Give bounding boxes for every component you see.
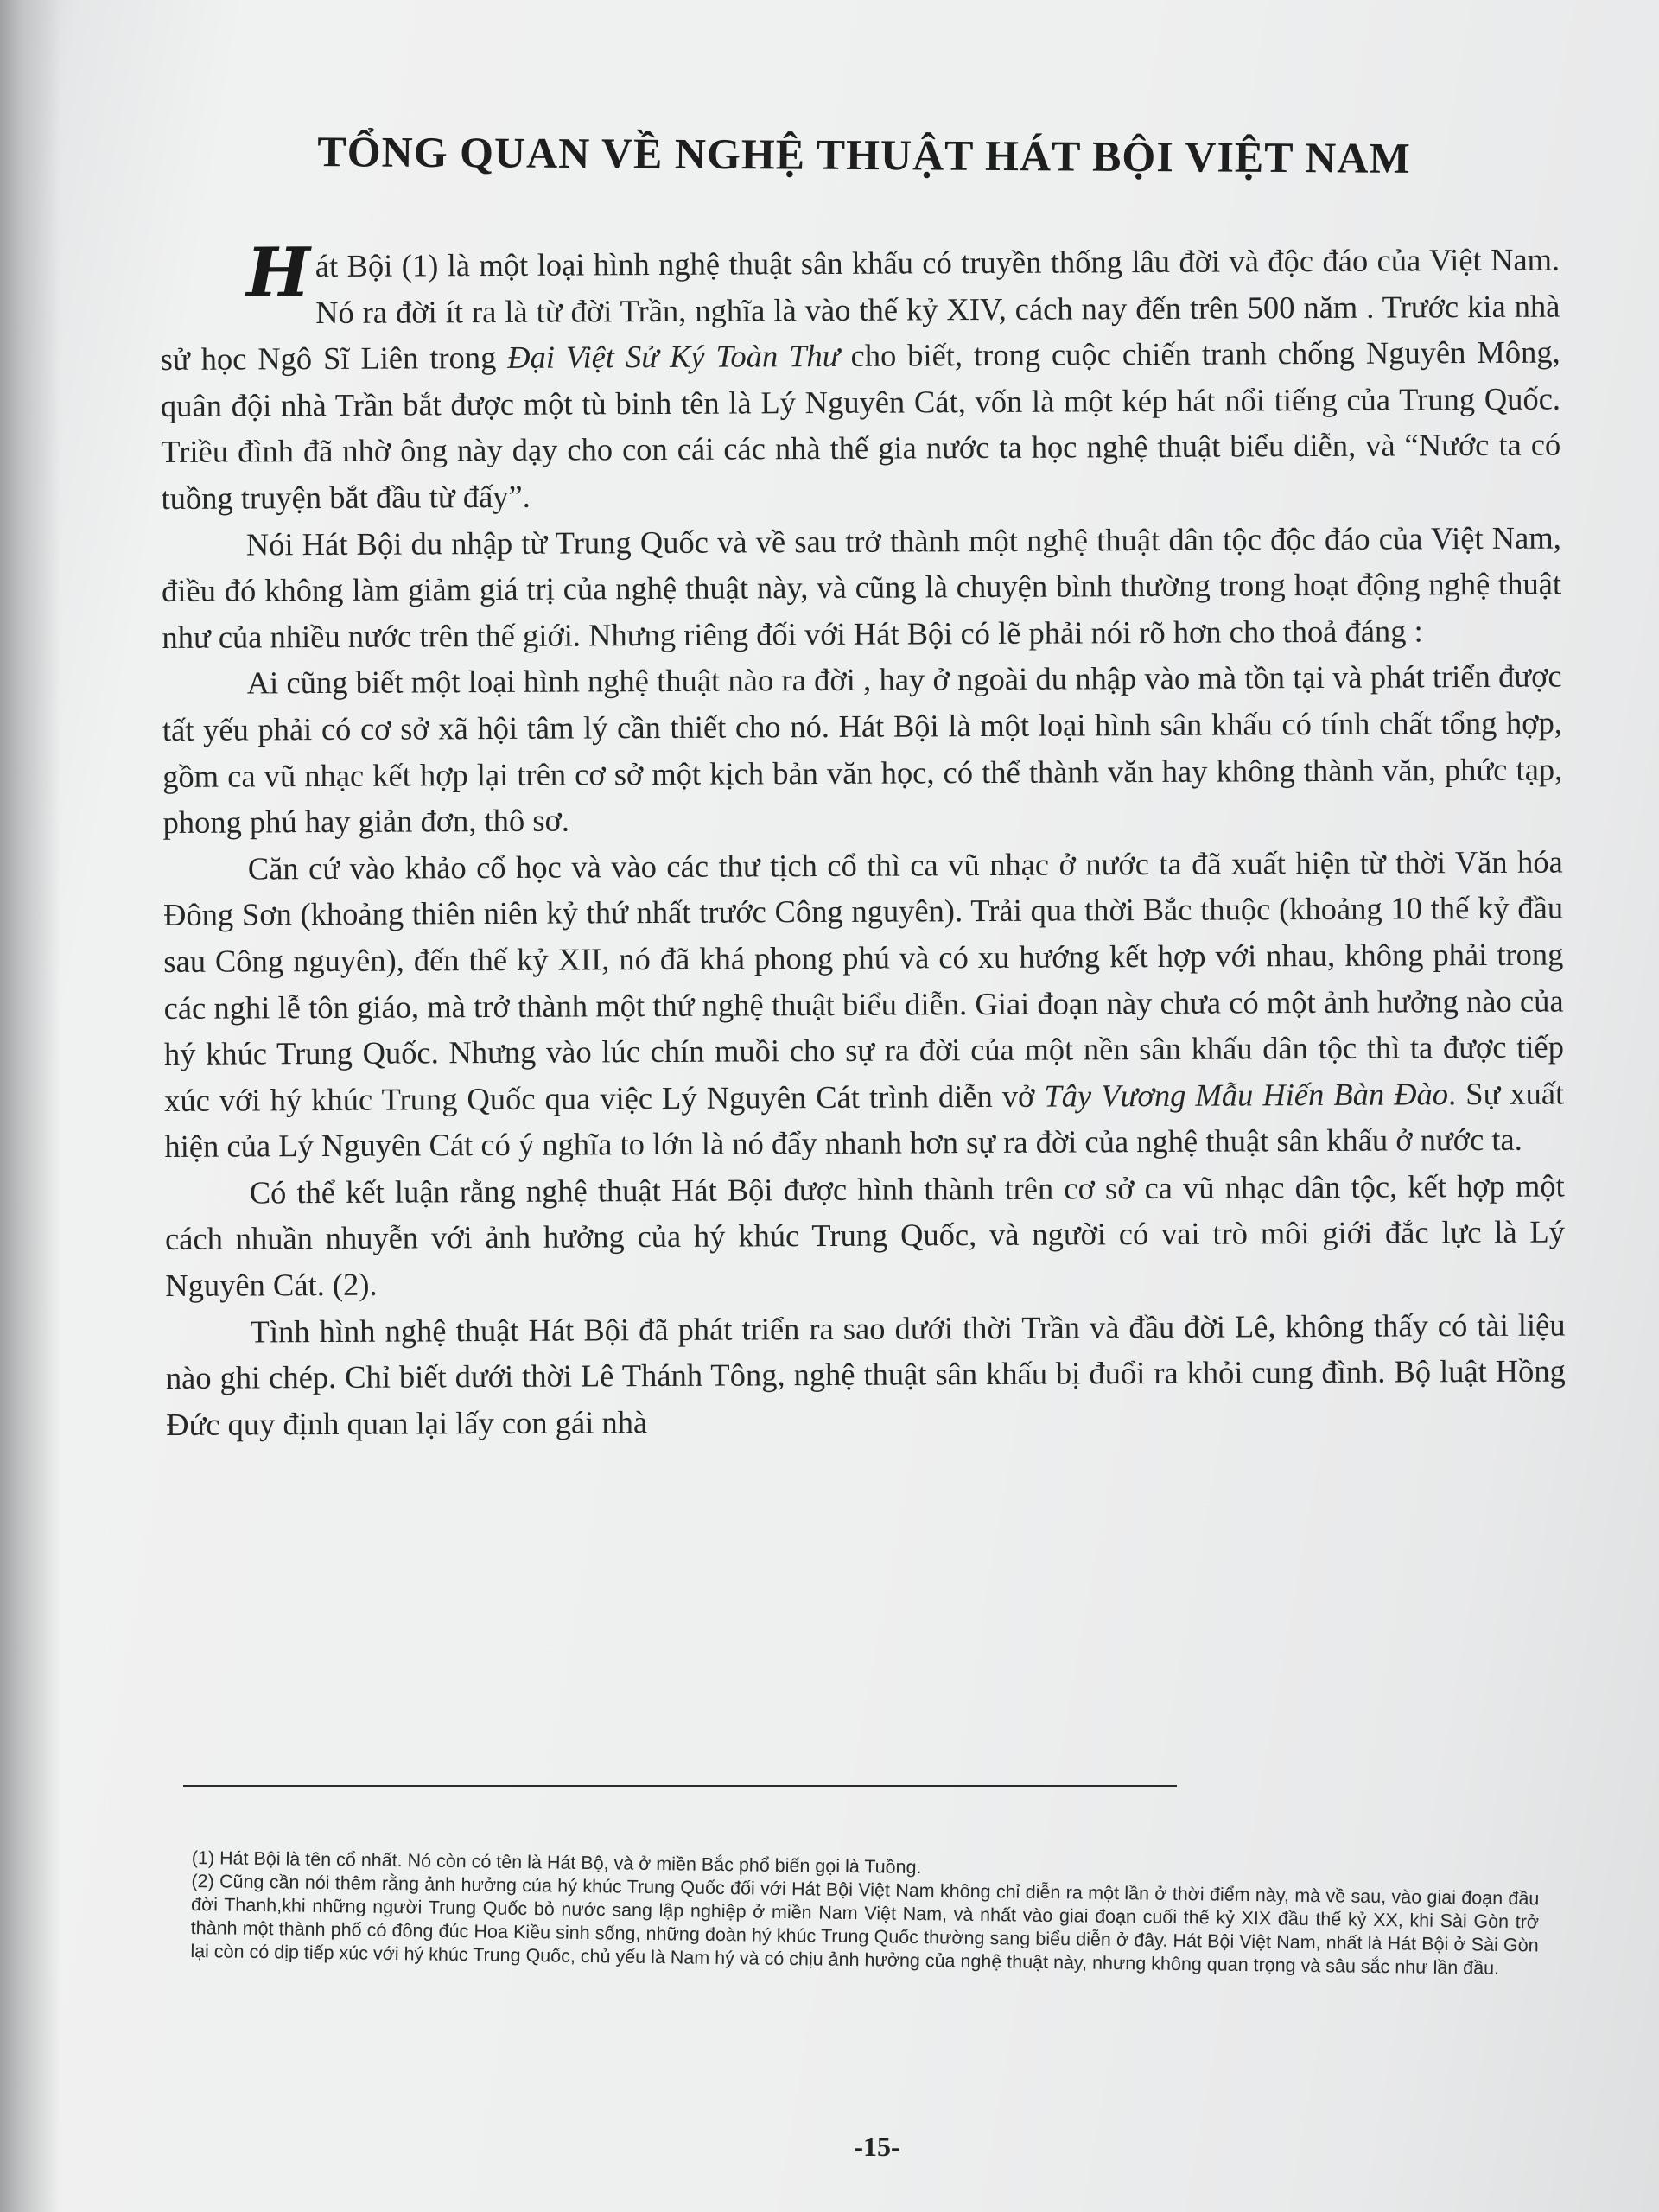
paragraph-1 (160, 233, 1561, 522)
paragraph-4 (163, 838, 1565, 1170)
paragraph-4-text-a: Căn cứ vào khảo cổ học và vào các thư tịch cổ thì ca vũ nhạc ở nước ta đã xuất hiện từ thời Văn hóa Đông Sơn (khoảng thiên niên kỷ thứ nhất trước Công nguyên). Trải qua thời Bắc thuộc (khoảng 10 thế kỷ đầu sau Công nguyên), đến thế kỷ XII, nó đã khá phong phú và có xu hướng kết hợp với nhau, không phải trong các nghi lễ tôn giáo, mà trở thành một thứ nghệ thuật biểu diễn. Giai đoạn này chưa có một ảnh hưởng nào của hý khúc Trung Quốc. Nhưng vào lúc chín muồi cho sự ra đời của một nền sân khấu dân tộc thì ta được tiếp xúc với hý khúc Trung Quốc qua việc Lý Nguyên Cát trình diễn vở (162, 843, 1564, 1118)
paragraph-4-text-b: . Sự xuất hiện của Lý Nguyên Cát có ý nghĩa to lớn là nó đẩy nhanh hơn sự ra đời của nghệ thuật sân khấu ở nước ta. (164, 1075, 1565, 1165)
play-title: Tây Vương Mẫu Hiến Bàn Đào (1044, 1075, 1449, 1114)
binding-shadow (0, 0, 60, 2212)
body-text (160, 233, 1566, 1448)
page-title: TỔNG QUAN VỀ NGHỆ THUẬT HÁT BỘI VIỆT NAM (317, 127, 1411, 182)
paragraph-3: Ai cũng biết một loại hình nghệ thuật nào ra đời , hay ở ngoài du nhập vào mà tồn tại và phát triển được tất yếu phải có cơ sở xã hội tâm lý cần thiết cho nó. Hát Bội là một loại hình sân khấu có tính chất tổng hợp, gồm ca vũ nhạc kết hợp lại trên cơ sở một kịch bản văn học, có thể thành văn hay không thành văn, phức tạp, phong phú hay giản đơn, thô sơ. (162, 658, 1563, 841)
footnote-divider (183, 1785, 1177, 1787)
paragraph-5: Có thể kết luận rằng nghệ thuật Hát Bội được hình thành trên cơ sở ca vũ nhạc dân tộc, kết hợp một cách nhuần nhuyễn với ảnh hưởng của hý khúc Trung Quốc, và người có vai trò môi giới đắc lực là Lý Nguyên Cát. (2). (164, 1167, 1566, 1304)
footnote-2: (2) Cũng cần nói thêm rằng ảnh hưởng của hý khúc Trung Quốc đối với Hát Bội Việt Nam không chỉ diễn ra một lần ở thời điểm này, mà về sau, vào giai đoạn đầu đời Thanh,khi những người Trung Quốc bỏ nước sang lập nghiệp ở miền Nam Việt Nam, và nhất vào giai đoạn cuối thế kỷ XIX đầu thế kỷ XX, khi Sài Gòn trở thành một thành phố có đông đúc Hoa Kiều sinh sống, những đoàn hý khúc Trung Quốc thường sang biểu diễn ở đây. Hát Bội Việt Nam, nhất là Hát Bội ở Sài Gòn lại còn có dịp tiếp xúc với hý khúc Trung Quốc, chủ yếu là Nam hý và có chịu ảnh hưởng của nghệ thuật này, nhưng không quan trọng và sâu sắc như lần đầu. (190, 1870, 1540, 1979)
paragraph-1-text-b: cho biết, trong cuộc chiến tranh chống Nguyên Mông, quân đội nhà Trần bắt được một tù binh tên là Lý Nguyên Cát, vốn là một kép hát nổi tiếng của Trung Quốc. Triều đình đã nhờ ông này dạy cho con cái các nhà thế gia nước ta học nghệ thuật biểu diễn, và “Nước ta có tuồng truyện bắt đầu từ đấy”. (160, 334, 1561, 516)
paragraph-2: Nói Hát Bội du nhập từ Trung Quốc và về sau trở thành một nghệ thuật dân tộc độc đáo của Việt Nam, điều đó không làm giảm giá trị của nghệ thuật này, và cũng là chuyện bình thường trong hoạt động nghệ thuật như của nhiều nước trên thế giới. Nhưng riêng đối với Hát Bội có lẽ phải nói rõ hơn cho thoả đáng : (161, 519, 1562, 655)
page-number: -15- (854, 2131, 900, 2162)
paragraph-1-text-a: át Bội (1) là một loại hình nghệ thuật sân khấu có truyền thống lâu đời và độc đáo của Việt Nam. Nó ra đời ít ra là từ đời Trần, nghĩa là vào thế kỷ XIV, cách nay đến trên 500 năm . Trước kia nhà sử học Ngô Sĩ Liên trong (160, 241, 1560, 378)
book-title: Đại Việt Sử Ký Toàn Thư (507, 338, 840, 376)
paragraph-6: Tình hình nghệ thuật Hát Bội đã phát triển ra sao dưới thời Trần và đầu đời Lê, không thấy có tài liệu nào ghi chép. Chỉ biết dưới thời Lê Thánh Tông, nghệ thuật sân khấu bị đuổi ra khỏi cung đình. Bộ luật Hồng Đức quy định quan lại lấy con gái nhà (165, 1306, 1566, 1442)
drop-cap: H (245, 233, 311, 313)
footnotes (190, 1847, 1540, 1980)
footnote-1: (1) Hát Bội là tên cổ nhất. Nó còn có tên là Hát Bộ, và ở miền Bắc phổ biến gọi là Tuồng. (191, 1847, 922, 1878)
